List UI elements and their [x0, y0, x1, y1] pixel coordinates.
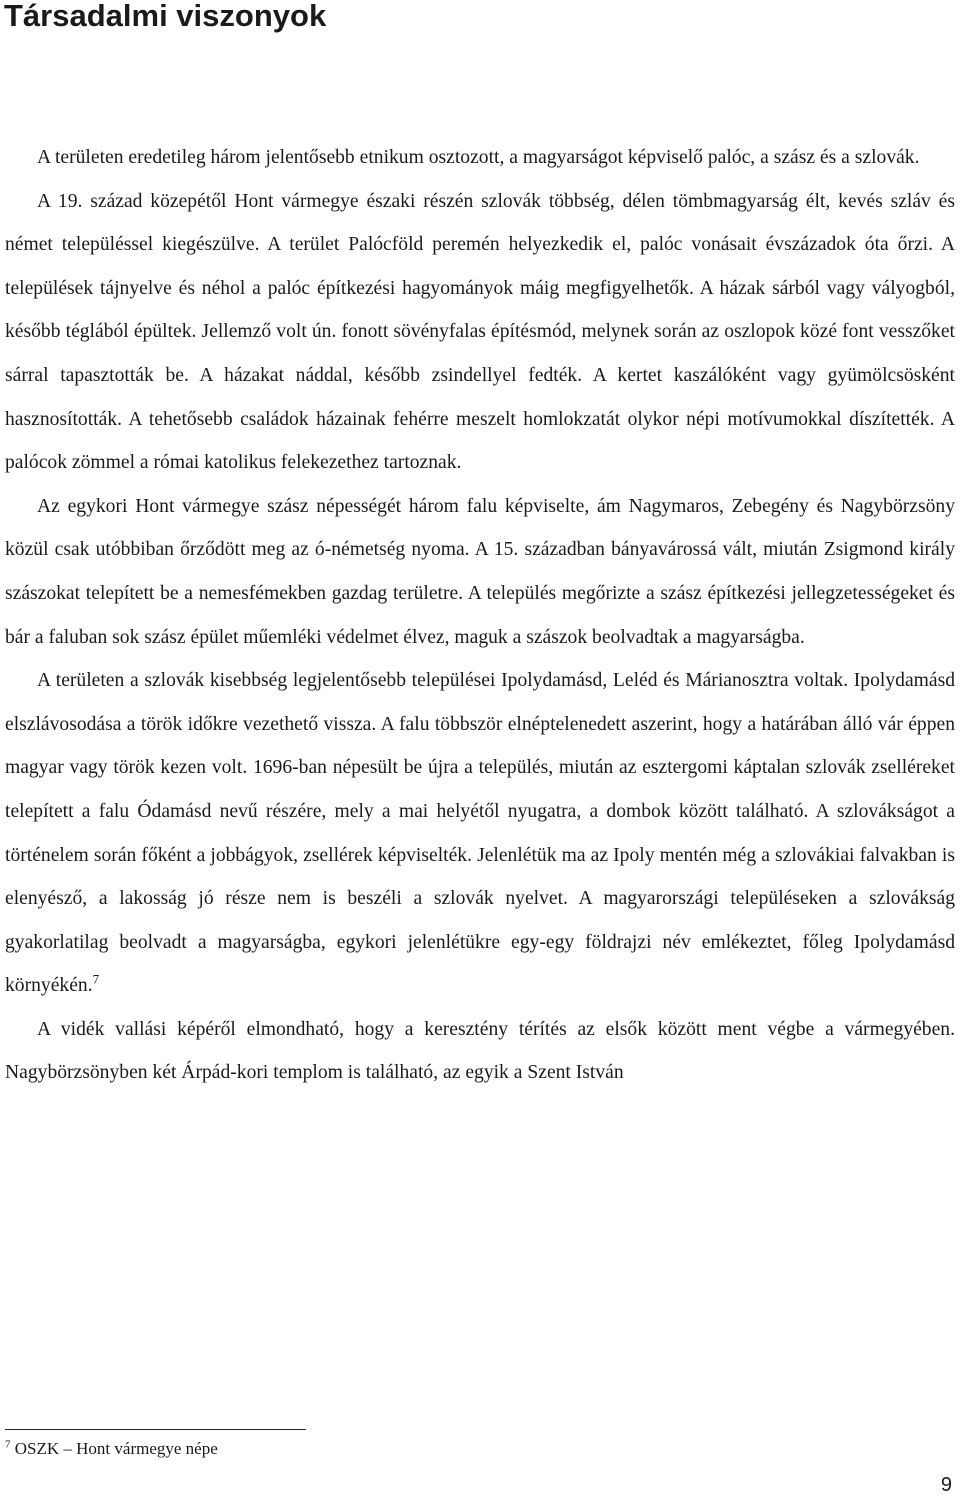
- body-text: [5, 136, 955, 1095]
- paragraph-2: A 19. század közepétől Hont vármegye északi részén szlovák többség, délen tömbmagyarság élt, kevés szláv és német településsel kiegészülve. A terület Palócföld peremén helyezkedik el, palóc vonásait évszázadok óta őrzi. A települések tájnyelve és néhol a palóc építkezési hagyományok máig megfigyelhetők. A házak sárból vagy vályogból, később téglából épültek. Jellemző volt ún. fonott sövényfalas építésmód, melynek során az oszlopok közé font vesszőket sárral tapasztották be. A házakat náddal, később zsindellyel fedték. A kertet kaszálóként vagy gyümölcsösként hasznosították. A tehetősebb családok házainak fehérre meszelt homlokzatát olykor népi motívumokkal díszítették. A palócok zömmel a római katolikus felekezethez tartoznak.: [5, 190, 955, 474]
- footnote-reference[interactable]: 7: [92, 971, 100, 987]
- paragraph-5: A vidék vallási képéről elmondható, hogy a keresztény térítés az elsők között ment végbe a vármegyében. Nagybörzsönyben két Árpád-kori templom is található, az egyik a Szent István: [5, 1018, 955, 1084]
- page-title: Társadalmi viszonyok: [4, 0, 327, 33]
- paragraph-4-text: A területen a szlovák kisebbség legjelentősebb települései Ipolydamásd, Leléd és Márianosztra voltak. Ipolydamásd elszlávosodása a török időkre vezethető vissza. A falu többször elnéptelenedett aszerint, hogy a határában álló vár éppen magyar vagy török kezen volt. 1696-ban népesült be újra a település, miután az esztergomi káptalan szlovák zselléreket telepített a falu Ódamásd nevű részére, mely a mai helyétől nyugatra, a dombok között található. A szlovákságot a történelem során főként a jobbágyok, zsellérek képviselték. Jelenlétük ma az Ipoly mentén még a szlovákiai falvakban is elenyésző, a lakosság jó része nem is beszéli a szlovák nyelvet. A magyarországi településeken a szlovákság gyakorlatilag beolvadt a magyarságba, egykori jelenlétükre egy-egy földrajzi név emlékeztet, főleg Ipolydamásd környékén.: [5, 670, 955, 997]
- footnote-number: 7: [5, 1438, 11, 1451]
- footnote-separator: [5, 1429, 306, 1430]
- paragraph-3: Az egykori Hont vármegye szász népességét három falu képviselte, ám Nagymaros, Zebegény és Nagybörzsöny közül csak utóbbiban őrződött meg az ó-németség nyoma. A 15. században bányavárossá vált, miután Zsigmond király szászokat telepített be a nemesfémekben gazdag területre. A település megőrizte a szász építkezési jellegzetességeket és bár a faluban sok szász épület műemléki védelmet élvez, maguk a szászok beolvadtak a magyarságba.: [5, 495, 955, 648]
- page-number: 9: [940, 1474, 952, 1496]
- footnote: [5, 1438, 218, 1460]
- footnote-text: OSZK – Hont vármegye népe: [14, 1439, 218, 1458]
- paragraph-1: A területen eredetileg három jelentősebb etnikum osztozott, a magyarságot képviselő palóc, a szász és a szlovák.: [37, 147, 920, 168]
- paragraph-4: [5, 659, 955, 1008]
